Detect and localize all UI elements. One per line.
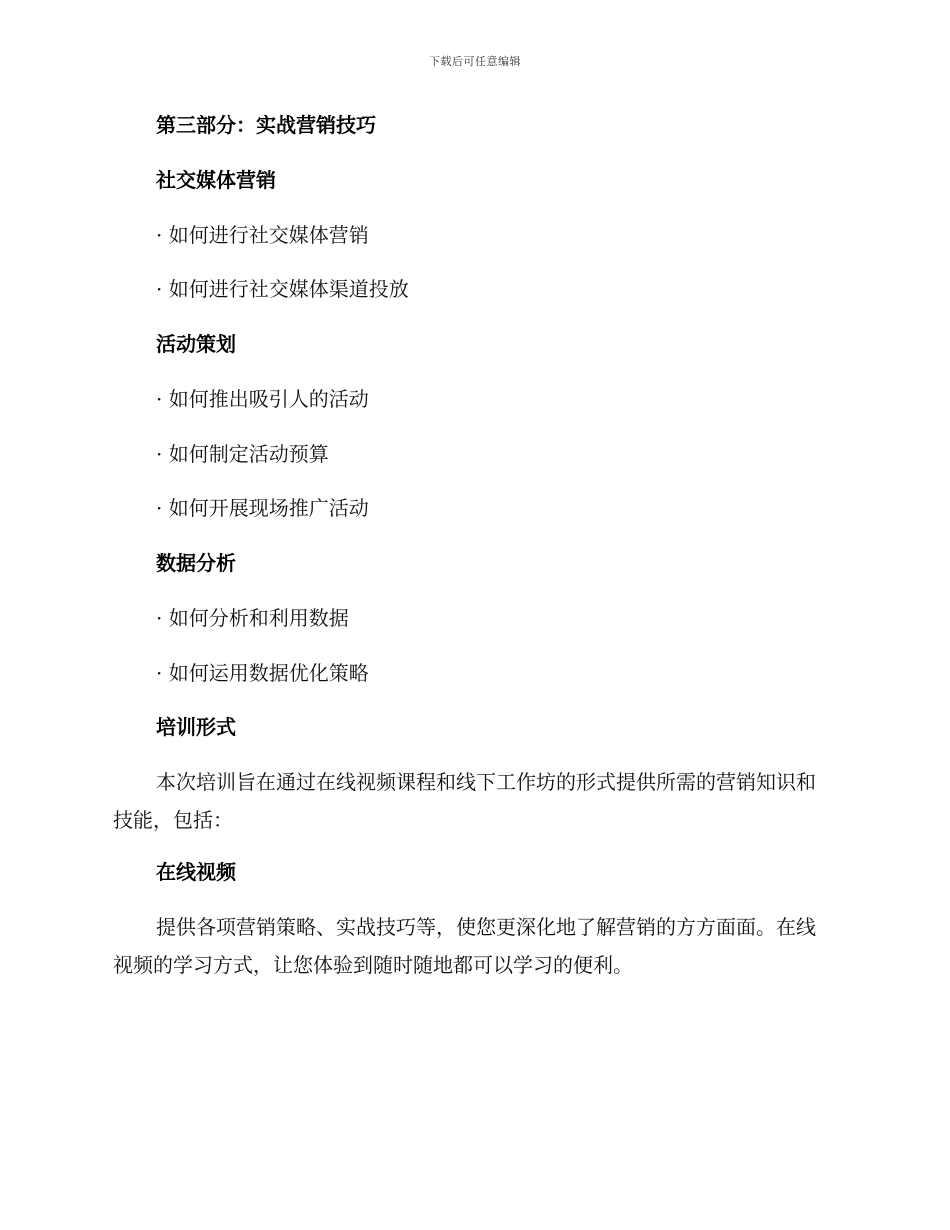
section-heading-event-planning: 活动策划 [156, 332, 236, 356]
section-heading-online-video: 在线视频 [156, 860, 236, 884]
part-title: 第三部分：实战营销技巧 [156, 113, 376, 137]
document-body [113, 110, 833, 1002]
bullet-item: · 如何运用数据优化策略 [156, 660, 369, 685]
bullet-item: · 如何制定活动预算 [156, 441, 329, 466]
page-header-note: 下载后可任意编辑 [429, 55, 521, 68]
section-heading-social-media: 社交媒体营销 [156, 167, 276, 192]
section-heading-data-analysis: 数据分析 [156, 551, 236, 575]
section-heading-training-format: 培训形式 [156, 715, 236, 740]
bullet-item: · 如何推出吸引人的活动 [156, 386, 369, 411]
body-paragraph: 提供各项营销策略、实战技巧等，使您更深化地了解营销的方方面面。在线视频的学习方式，让您体验到随时随地都可以学习的便利。 [113, 914, 816, 977]
bullet-item: · 如何进行社交媒体营销 [156, 222, 369, 247]
bullet-item: · 如何分析和利用数据 [156, 605, 349, 630]
body-paragraph: 本次培训旨在通过在线视频课程和线下工作坊的形式提供所需的营销知识和技能，包括： [113, 770, 816, 832]
bullet-item: · 如何进行社交媒体渠道投放 [156, 277, 409, 302]
bullet-item: · 如何开展现场推广活动 [156, 496, 369, 521]
